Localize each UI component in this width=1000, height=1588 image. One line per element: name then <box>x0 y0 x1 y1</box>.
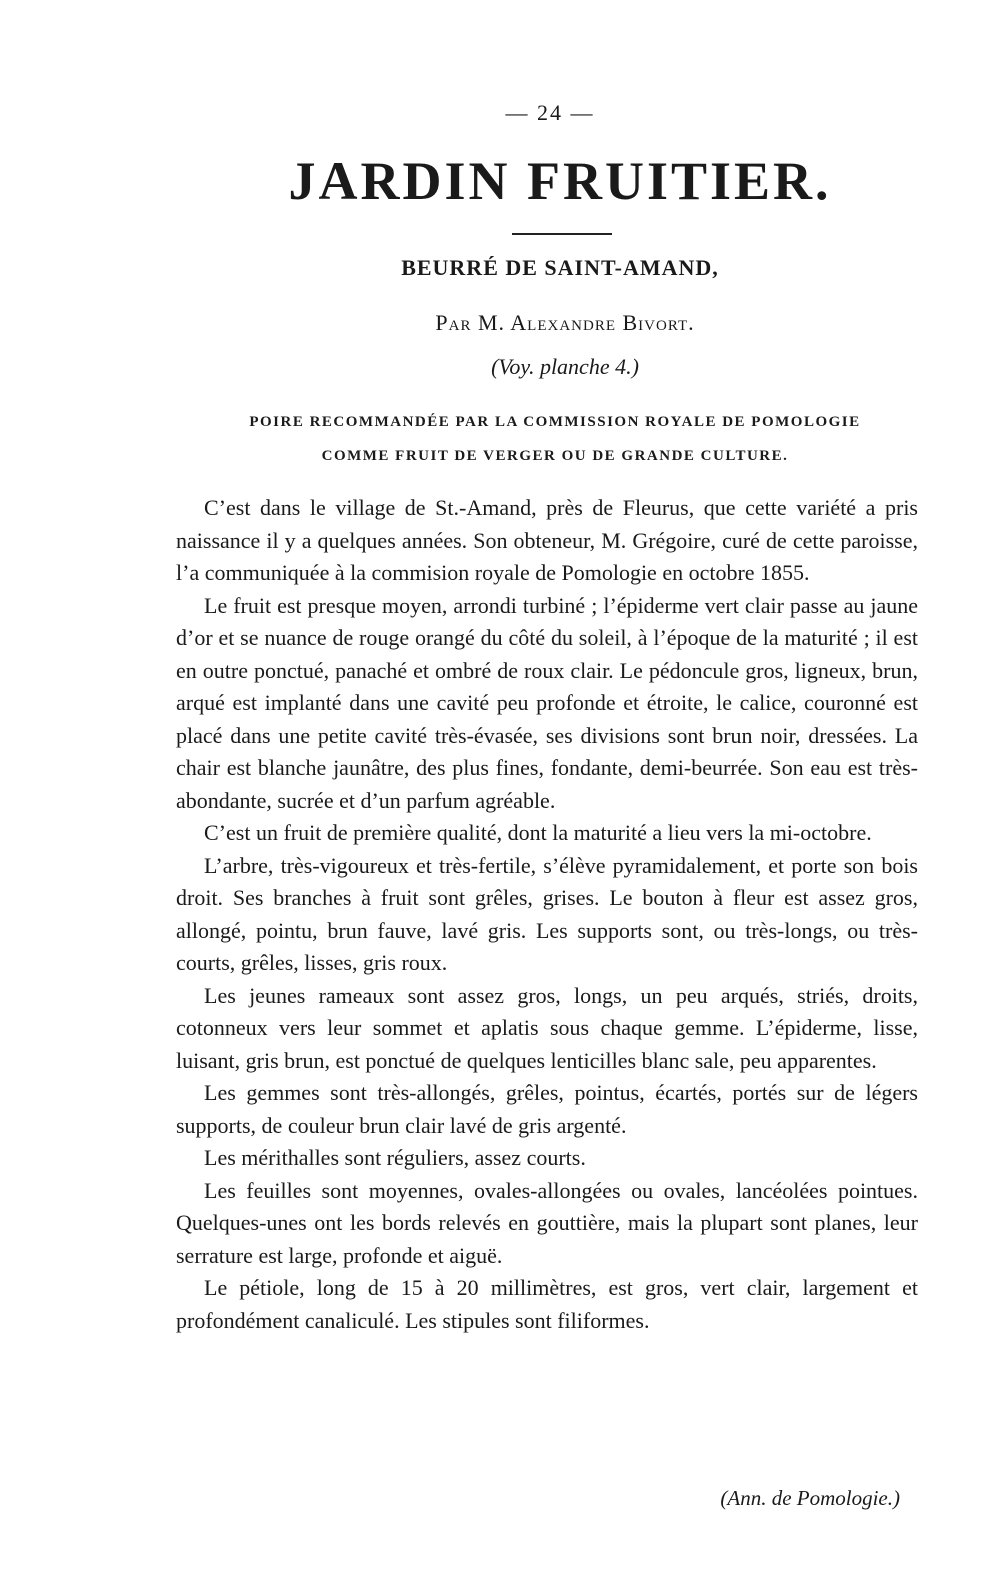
paragraph: Le fruit est presque moyen, arrondi turbiné ; l’épiderme vert clair passe au jaune d’or et se nuance de rouge orangé du côté du soleil, à l’époque de la maturité ; il est en outre ponctué, panaché et ombré de roux clair. Le pédoncule gros, ligneux, brun, arqué est implanté dans une cavité peu profonde et étroite, le calice, couronné est placé dans une petite cavité très-évasée, ses divisions sont brun noir, dressées. La chair est blanche jaunâtre, des plus fines, fondante, demi-beurrée. Son eau est très-abondante, sucrée et d’un parfum agréable. <box>176 592 918 813</box>
paragraph: Les mérithalles sont réguliers, assez courts. <box>204 1145 586 1170</box>
paragraph: Les gemmes sont très-allongés, grêles, pointus, écartés, portés sur de légers supports, de couleur brun clair lavé de gris argenté. <box>176 1080 918 1138</box>
page-number: — 24 — <box>505 100 595 125</box>
paragraph: Les feuilles sont moyennes, ovales-allongées ou ovales, lancéolées pointues. Quelques-unes ont les bords relevés en gouttière, mais la plupart sont planes, leur serrature est large, profonde et aiguë. <box>176 1177 918 1268</box>
recommendation-line: COMME FRUIT DE VERGER OU DE GRANDE CULTURE. <box>321 448 789 464</box>
article-body <box>176 492 918 1337</box>
paragraph: L’arbre, très-vigoureux et très-fertile, s’élève pyramidalement, et porte son bois droit. Ses branches à fruit sont grêles, grises. Le bouton à fleur est assez gros, allongé, pointu, brun fauve, lavé gris. Les supports sont, ou très-longs, ou très-courts, grêles, lisses, gris roux. <box>176 852 918 975</box>
paragraph: C’est dans le village de St.-Amand, près de Fleurus, que cette variété a pris naissance il y a quelques années. Son obteneur, M. Grégoire, curé de cette paroisse, l’a communiquée à la commision royale de Pomologie en octobre 1855. <box>176 495 918 585</box>
source-citation: (Ann. de Pomologie.) <box>720 1486 900 1510</box>
author-line: Par M. Alexandre Bivort. <box>435 310 695 335</box>
plate-reference: (Voy. planche 4.) <box>491 354 639 379</box>
paragraph: Le pétiole, long de 15 à 20 millimètres, est gros, vert clair, largement et profondément canaliculé. Les stipules sont filiformes. <box>176 1275 918 1333</box>
page-title: JARDIN FRUITIER. <box>288 151 832 211</box>
title-divider <box>512 233 612 235</box>
article-subtitle: BEURRÉ DE SAINT-AMAND, <box>401 255 719 280</box>
paragraph: Les jeunes rameaux sont assez gros, longs, un peu arqués, striés, droits, cotonneux vers leur sommet et aplatis sous chaque gemme. L’épiderme, lisse, luisant, gris brun, est ponctué de quelques lenticilles blanc sale, peu apparentes. <box>176 982 918 1073</box>
paragraph: C’est un fruit de première qualité, dont la maturité a lieu vers la mi-octobre. <box>204 820 872 845</box>
recommendation-line: POIRE RECOMMANDÉE PAR LA COMMISSION ROYALE DE POMOLOGIE <box>249 414 861 430</box>
